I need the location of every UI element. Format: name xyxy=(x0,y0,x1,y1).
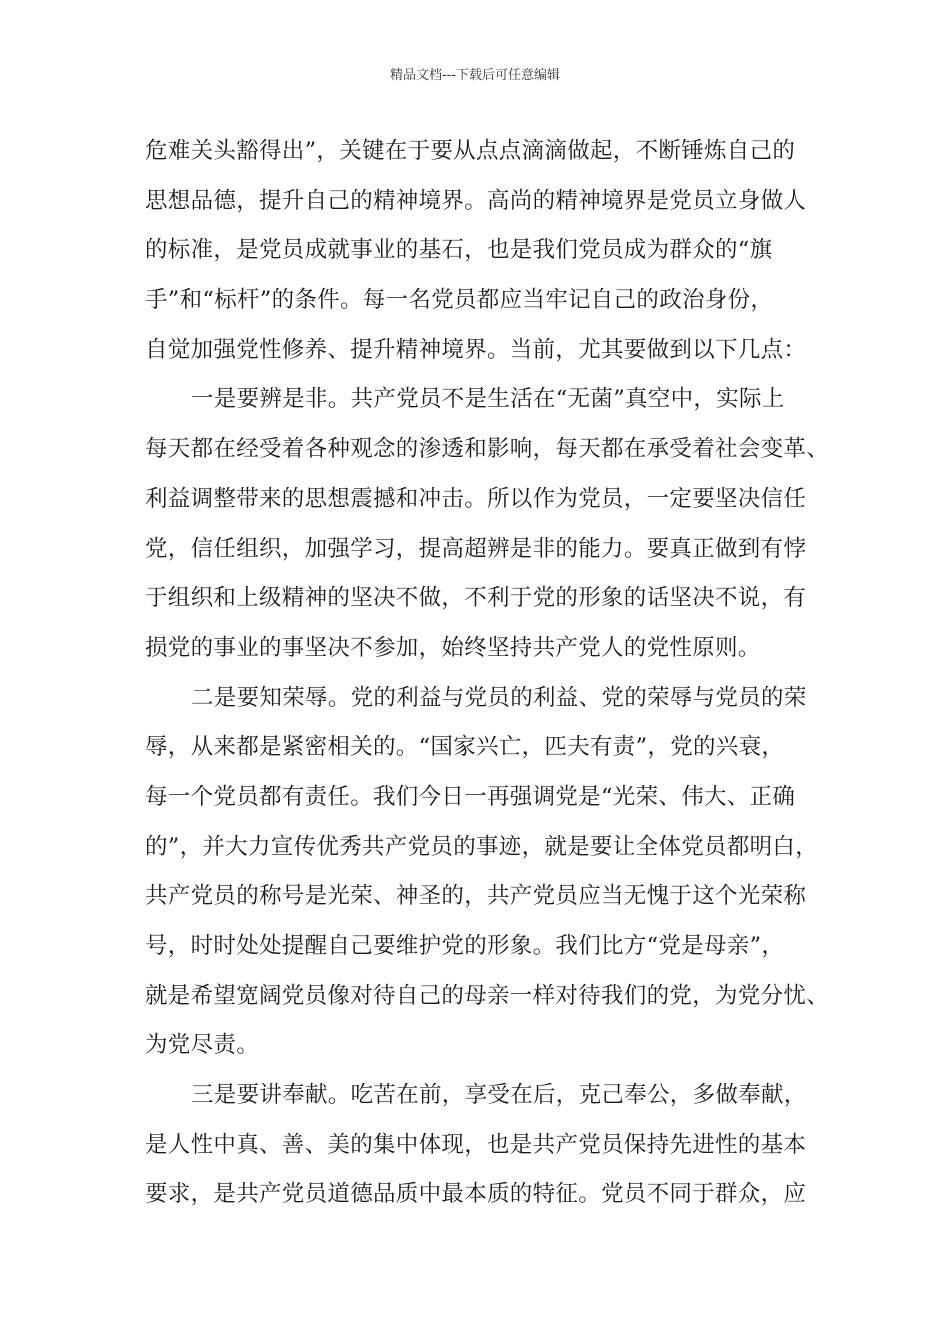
text-line: 就是希望宽阔党员像对待自己的母亲一样对待我们的党，为党分忧、 xyxy=(145,982,830,1009)
text-line: 共产党员的称号是光荣、神圣的，共产党员应当无愧于这个光荣称 xyxy=(145,883,807,910)
text-line: 利益调整带来的思想震撼和冲击。所以作为党员，一定要坚决信任 xyxy=(145,485,807,512)
text-line: 二是要知荣辱。党的利益与党员的利益、党的荣辱与党员的荣 xyxy=(191,684,807,711)
text-line: 是人性中真、善、美的集中体现，也是共产党员保持先进性的基本 xyxy=(145,1131,807,1158)
text-line: 党，信任组织，加强学习，提高超辨是非的能力。要真正做到有悖 xyxy=(145,535,807,562)
text-line: 的标准，是党员成就事业的基石，也是我们党员成为群众的“旗 xyxy=(145,237,773,264)
text-line: 自觉加强党性修养、提升精神境界。当前，尤其要做到以下几点： xyxy=(145,336,807,363)
text-line: 手”和“标杆”的条件。每一名党员都应当牢记自己的政治身份， xyxy=(145,287,774,314)
text-line: 要求，是共产党员道德品质中最本质的特征。党员不同于群众，应 xyxy=(145,1181,807,1208)
text-line: 思想品德，提升自己的精神境界。高尚的精神境界是党员立身做人 xyxy=(145,187,807,214)
text-line: 危难关头豁得出”，关键在于要从点点滴滴做起，不断锤炼自己的 xyxy=(145,138,796,164)
page-header: 精品文档---下载后可任意编辑 xyxy=(389,68,561,83)
document-body xyxy=(145,127,830,1220)
text-line: 一是要辨是非。共产党员不是生活在“无菌”真空中，实际上 xyxy=(191,386,785,413)
text-line: 每天都在经受着各种观念的渗透和影响，每天都在承受着社会变革、 xyxy=(145,436,830,463)
text-line: 辱，从来都是紧密相关的。“国家兴亡，匹夫有责”，党的兴衰， xyxy=(145,734,785,761)
text-line: 损党的事业的事坚决不参加，始终坚持共产党人的党性原则。 xyxy=(145,634,761,661)
text-line: 号，时时处处提醒自己要维护党的形象。我们比方“党是母亲”， xyxy=(145,933,785,959)
text-line: 三是要讲奉献。吃苦在前，享受在后，克己奉公，多做奉献， xyxy=(191,1082,807,1109)
text-line: 于组织和上级精神的坚决不做，不利于党的形象的话坚决不说，有 xyxy=(145,585,807,612)
text-line: 的”，并大力宣传优秀共产党员的事迹，就是要让全体党员都明白， xyxy=(145,833,819,860)
text-line: 每一个党员都有责任。我们今日一再强调党是“光荣、伟大、正确 xyxy=(145,783,796,810)
text-line: 为党尽责。 xyxy=(145,1032,260,1059)
